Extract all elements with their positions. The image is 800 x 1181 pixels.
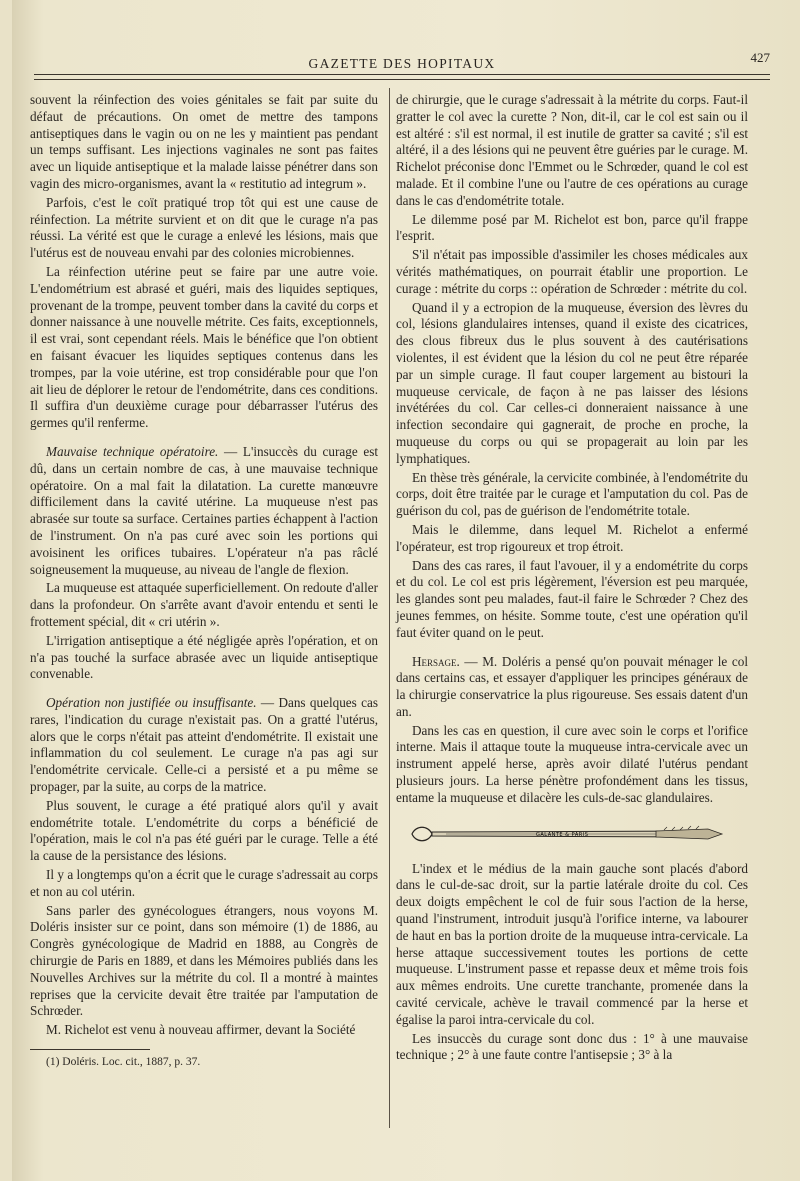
footnote: (1) Doléris. Loc. cit., 1887, p. 37. — [46, 1056, 201, 1069]
paragraph: Mais le dilemme, dans lequel M. Richelot a enfermé l'opérateur, est trop rigoureux et trop étroit. — [396, 521, 748, 554]
section-heading: Hersage. — [412, 653, 460, 669]
section-heading: Opération non justifiée ou insuffisante. — [46, 695, 257, 711]
paragraph: Parfois, c'est le coït pratiqué trop tôt qui est une cause de réinfection. La métrite survient et on dit que le curage n'a pas réussi. La vérité est que le curage a enlevé les lésions, mais que l'utérus est de nouveau envahi par des colonies microbiennes. — [30, 194, 378, 261]
left-column — [30, 92, 378, 1073]
paragraph: Il y a longtemps qu'on a écrit que le curage s'adressait au corps et non au col utérin. — [30, 867, 378, 899]
column-divider — [389, 88, 390, 1128]
figure-label: GALANTE & PARIS — [536, 831, 589, 838]
paragraph: S'il n'était pas impossible d'assimiler les choses médicales aux vérités mathématiques, on pourrait établir une proportion. Le curage : métrite du corps :: opération de Schrœder : métrite du col. — [396, 247, 748, 296]
paragraph: L'irrigation antiseptique a été négligée après l'opération, et on n'a pas touché la surface abrasée avec un liquide antiseptique convenable. — [30, 632, 378, 682]
page-header — [34, 50, 770, 76]
paragraph: La muqueuse est attaquée superficiellement. On redoute d'aller dans la profondeur. On s'arrête avant d'avoir entendu et senti le frottement spécial, dit « cri utérin ». — [30, 580, 378, 629]
paragraph-bad-technique — [30, 444, 378, 578]
paragraph: Le dilemme posé par M. Richelot est bon, parce qu'il frappe l'esprit. — [396, 211, 748, 244]
paragraph: Dans des cas rares, il faut l'avouer, il y a endométrite du corps et du col. Le col est pris légèrement, l'éversion est peu marquée, les glandes sont peu malades, faut-il faire le Schrœder ? Chez des jeunes femmes, on hésite. Somme toute, c'est une opération qu'il faut éviter quand on le peut. — [396, 557, 748, 640]
journal-title: GAZETTE DES HOPITAUX — [308, 56, 496, 71]
paragraph-hersage — [396, 654, 748, 721]
paragraph: Plus souvent, le curage a été pratiqué alors qu'il y avait endométrite totale. L'endométrite du corps a bénéficié de l'opération, mais le col n'a pas été guéri par le curage. Telle a été la cause de la persistance des lésions. — [30, 797, 378, 864]
newspaper-page — [12, 0, 800, 1181]
page-number: 427 — [750, 50, 770, 65]
paragraph: Quand il y a ectropion de la muqueuse, éversion des lèvres du col, lésions glandulaires intenses, quand il existe des cicatrices, des clous fibreux dus le plus souvent à des cautérisations violentes, il est évident que la lésion du col ne peut être réparée par un simple curage. Il faut couper largement au bistouri la muqueuse cervicale, de façon à ne pas laisser des lésions invétérées du col. Car celles-ci donneraient naissance à une infection secondaire qui gagnerait, de proche en proche, la muqueuse du corps ou qui se propagerait au loin par les lymphatiques. — [396, 299, 748, 466]
footnote-rule — [30, 1049, 150, 1050]
paragraph-text: — L'insuccès du curage est dû, dans un certain nombre de cas, à une mauvaise technique opératoire. On a mal fait la dilatation. La curette manœuvre difficilement dans la cavité utérine. La muqueuse n'est pas abrasée sur toute sa surface. Certaines parties échappent à l'action de l'instrument. On n'a pas curé avec soin les portions qui avoisinent les orifices tubaires. L'opérateur n'a pas râclé soigneusement la muqueuse, au niveau de l'angle de flexion. — [30, 443, 378, 577]
section-heading: Mauvaise technique opératoire. — [46, 443, 219, 459]
paragraph: M. Richelot est venu à nouveau affirmer, devant la Société — [46, 1022, 356, 1038]
paragraph: Sans parler des gynécologues étrangers, nous voyons M. Doléris insister sur ce point, dans son mémoire (1) de 1886, au Congrès gynécologique de Madrid en 1888, au Congrès de chirurgie de Paris en 1889, et dans les Mémoires publiés dans les Nouvelles Archives sur la métrite du col. Il a montré à maintes reprises que la cervicite devait être traitée par l'amputation de Schrœder. — [30, 902, 378, 1019]
paragraph-text: — Dans quelques cas rares, l'indication du curage n'existait pas. On a gratté l'utérus, alors que le corps n'était pas atteint d'endométrite. Il existait une inflammation du col seulement. Le curage n'a pas agi sur l'endométrite cervicale. Celle-ci a persisté et a pu même se propager, par la suite, au corps de la matrice. — [30, 695, 378, 795]
paragraph: La réinfection utérine peut se faire par une autre voie. L'endométrium est abrasé et guéri, mais des liquides septiques, provenant de la trompe, peuvent tomber dans la cavité du corps et donner naissance à une nouvelle métrite. Ces faits, exceptionnels, il est vrai, sont cependant réels. Mais le bénéfice que l'on obtient en faisant évacuer les liquides septiques contenus dans les trompes, par la voie utérine, est trop considérable pour que l'on ait lieu de déplorer le retour de l'endométrite, dans ces conditions. Il suffira d'un deuxième curage pour débarrasser l'utérus des germes qu'il renferme. — [30, 263, 378, 431]
paragraph: souvent la réinfection des voies génitales se fait par suite du défaut de précautions. On omet de mettre des tampons antiseptiques dans le vagin ou on ne les y maintient pas pendant un temps suffisant. Les injections vaginales ne sont pas faites avec un liquide antiseptique et la malade laisse pénétrer dans son vagin des micro-organismes, avant la « restitutio ad integrum ». — [30, 92, 378, 191]
right-column — [396, 92, 748, 1066]
paragraph: L'index et le médius de la main gauche sont placés d'abord dans le cul-de-sac droit, sur la partie latérale droite du col. Ces deux doigts empêchent le col de fuir sous l'action de la herse, quand l'instrument, introduit jusqu'à l'orifice interne, va labourer de haut en bas la portion droite de la muqueuse intra-cervicale. La herse attaque successivement toutes les portions de cette muqueuse. L'instrument passe et repasse deux et même trois fois aux mêmes endroits. Une curette tranchante, promenée dans la cavité cervicale, achève le travail commencé par la herse et égalise la paroi intra-cervicale du col. — [396, 860, 748, 1027]
paragraph: Les insuccès du curage sont donc dus : 1° à une mauvaise technique ; 2° à une faute contre l'antisepsie ; 3° à la — [396, 1030, 748, 1063]
header-rule-thin — [34, 79, 770, 80]
herse-instrument-illustration — [406, 817, 726, 851]
header-rule — [34, 74, 770, 75]
paragraph: Dans les cas en question, il cure avec soin le corps et l'orifice interne. Mais il attaque toute la muqueuse intra-cervicale avec un instrument appelé herse, après avoir dilaté l'utérus pendant plusieurs jours. La herse pénètre profondément dans les tissus, entame la muqueuse et dilacère les culs-de-sac glandulaires. — [396, 722, 748, 805]
paragraph: En thèse très générale, la cervicite combinée, à l'endométrite du corps, doit être traitée par le curage et l'amputation du col. Pas de guérison du col, pas de guérison de l'endométrite totale. — [396, 469, 748, 519]
herse-instrument-drawing — [406, 817, 726, 851]
paragraph-text: — M. Doléris a pensé qu'on pouvait ménager le col dans certains cas, et essayer d'appliquer les principes généraux de la chirurgie conservatrice la plus rigoureuse. Ses essais datent d'un an. — [396, 653, 748, 719]
paragraph-unjustified-operation — [30, 695, 378, 796]
paragraph: de chirurgie, que le curage s'adressait à la métrite du corps. Faut-il gratter le col avec la curette ? Non, dit-il, car le col est sain ou il est altéré : s'il est normal, il est inutile de gratter sa cavité ; s'il est altéré, il a des lésions qui ne peuvent être guéries par le curage. M. Richelot préconise donc l'Emmet ou le Schrœder, quand le col est malade. Et il combine l'une ou l'autre de ces opérations au curage dans le cas d'endométrite totale. — [396, 92, 748, 208]
